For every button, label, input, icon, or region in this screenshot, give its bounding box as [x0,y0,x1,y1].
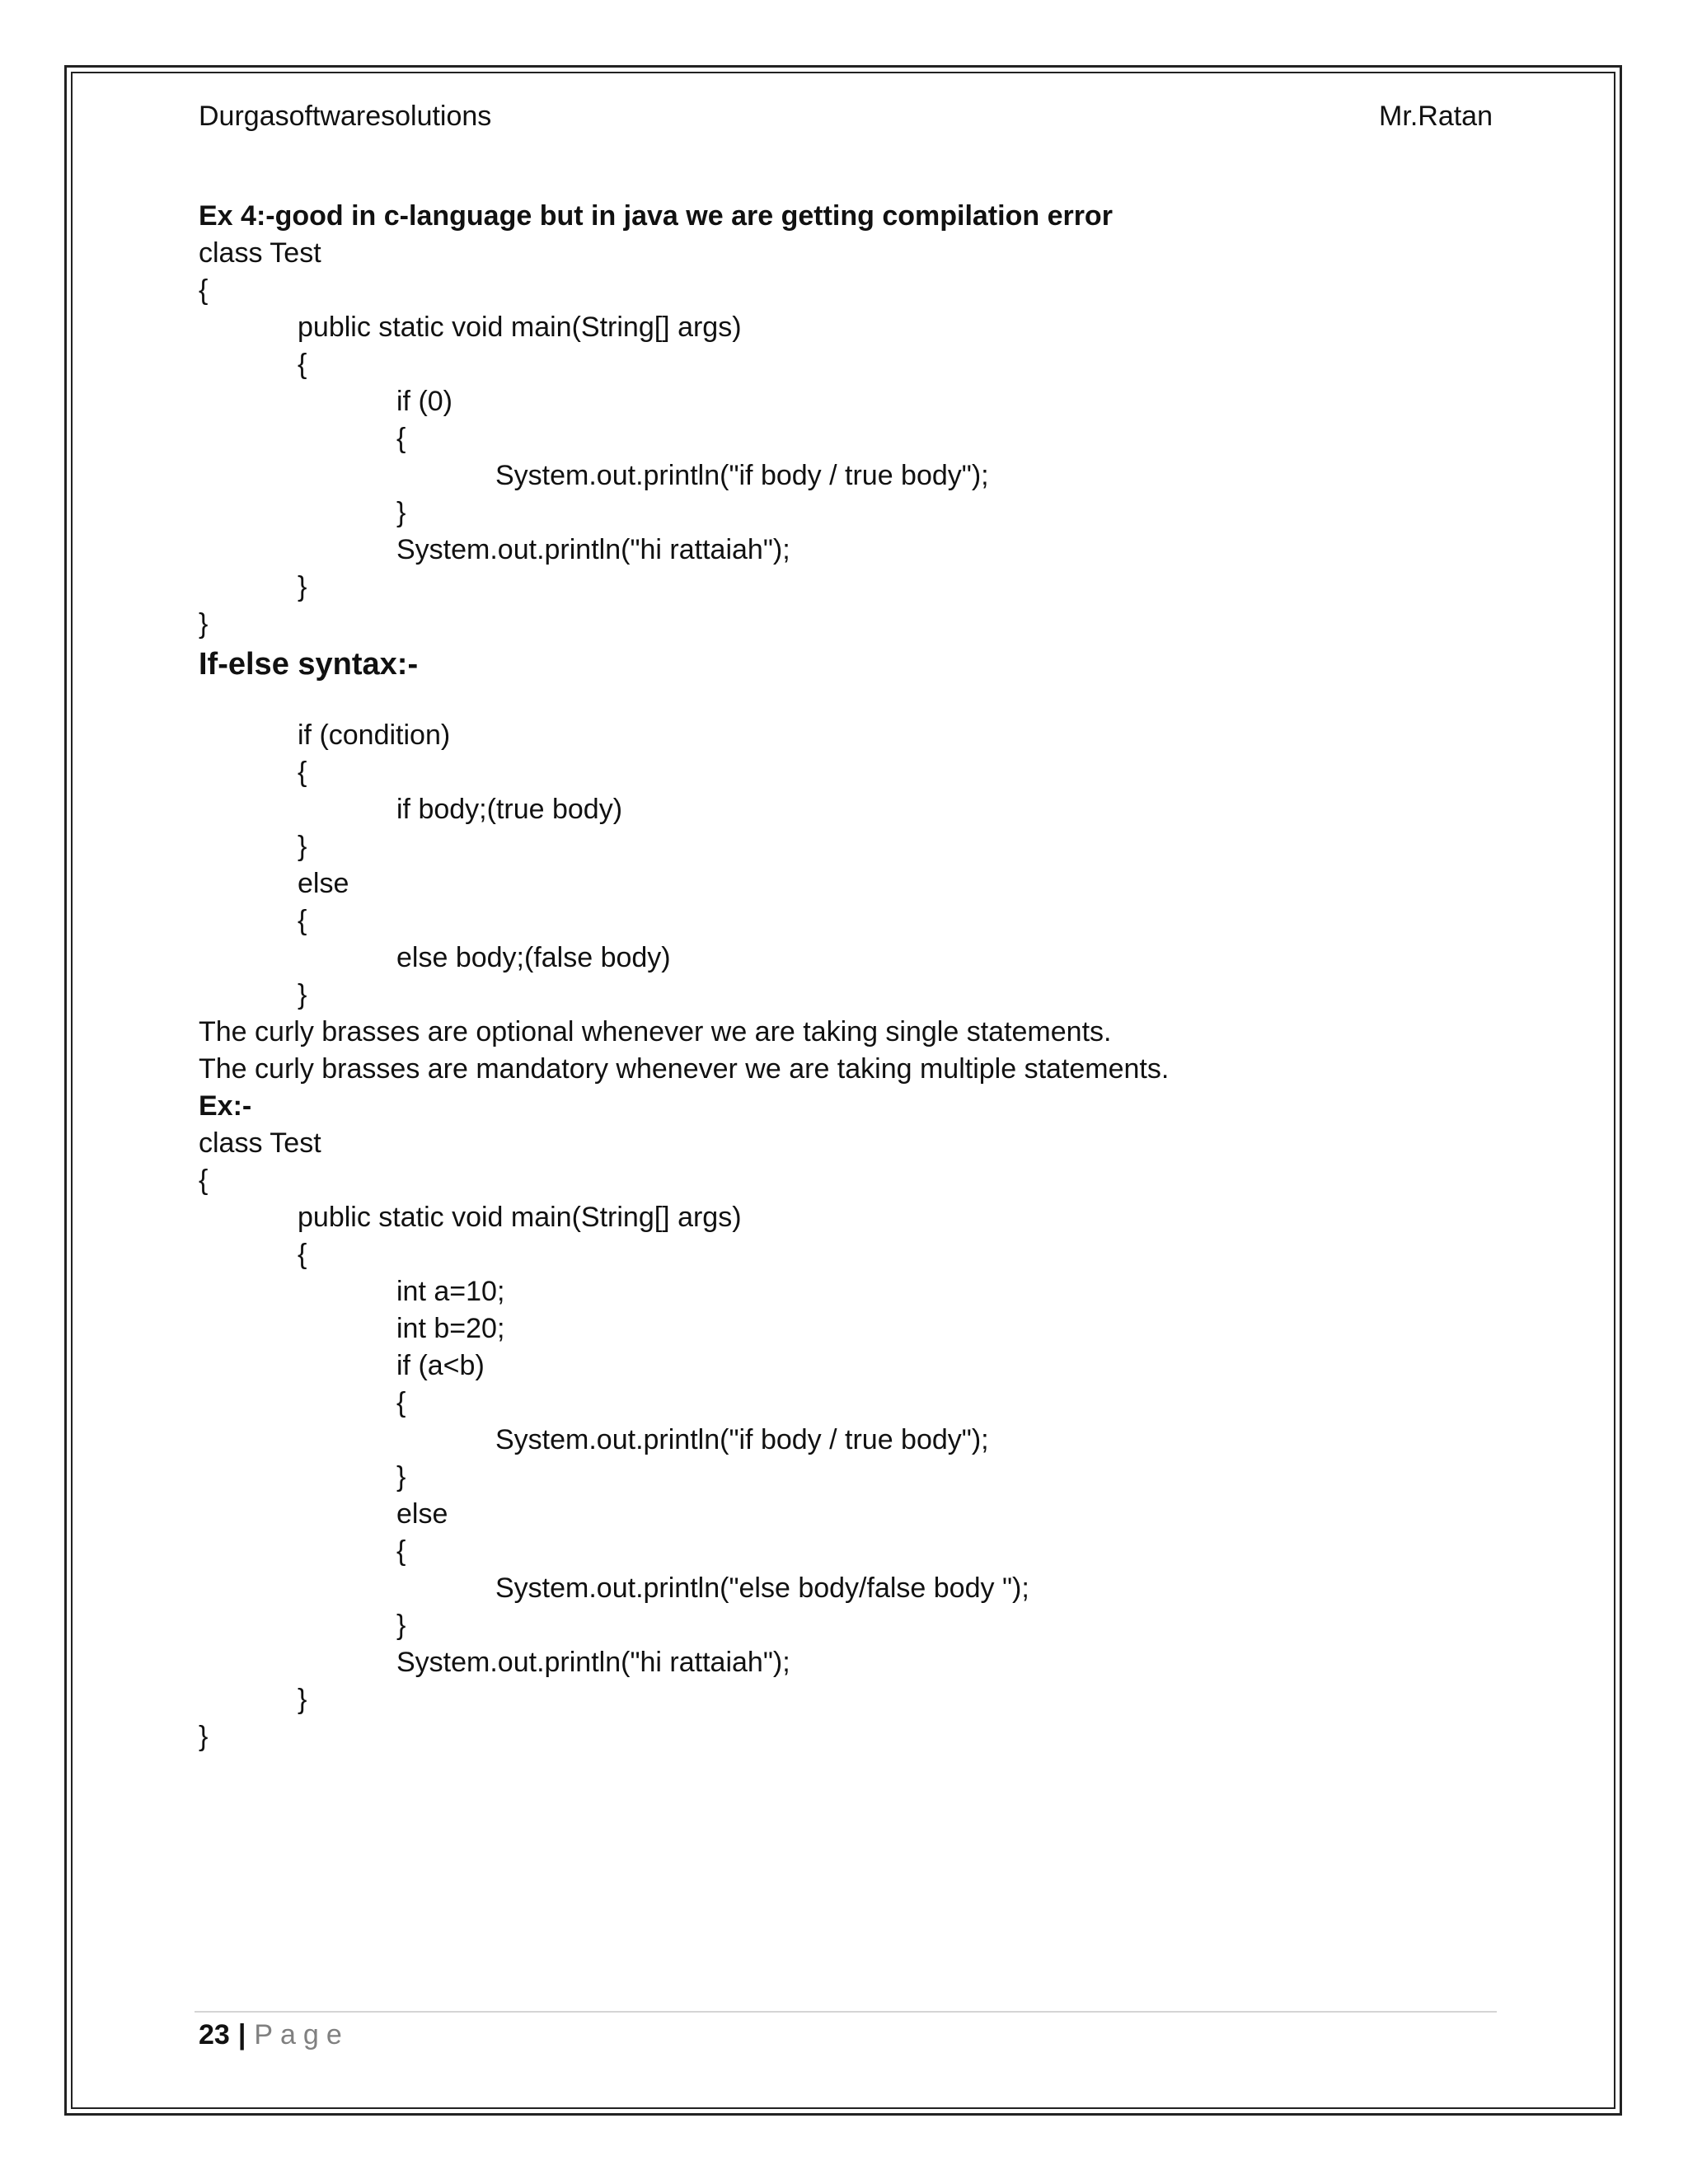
code-line: } [396,497,406,528]
code-line: { [298,757,307,788]
code-line: class Test [199,1127,321,1159]
code-line: public static void main(String[] args) [298,312,742,343]
code-line: System.out.println("if body / true body"); [495,1424,989,1455]
code-line: if body;(true body) [396,794,623,825]
code-line: } [298,571,307,602]
code-line: System.out.println("hi rattaiah"); [396,1647,790,1678]
code-line: int a=10; [396,1276,505,1307]
code-line: System.out.println("hi rattaiah"); [396,534,790,565]
note-text: The curly brasses are optional whenever we are taking single statements. [199,1016,1112,1047]
code-line: { [298,1239,307,1270]
code-line: { [396,1535,406,1567]
page-content [199,198,1493,1755]
page-header [199,101,1493,140]
code-line: else [298,868,349,899]
code-line: } [298,1684,307,1715]
footer-separator: | [237,2019,246,2050]
code-line: { [298,349,307,380]
page-label: Page [254,2019,349,2050]
code-line: class Test [199,237,321,269]
code-line: } [298,831,307,862]
page-footer [199,2016,349,2054]
code-line: } [396,1461,406,1493]
code-line: public static void main(String[] args) [298,1202,742,1233]
header-author: Mr.Ratan [1379,101,1493,132]
footer-divider [195,2011,1497,2013]
note-text: The curly brasses are mandatory whenever we are taking multiple statements. [199,1053,1170,1085]
code-line: System.out.println("else body/false body "); [495,1572,1029,1604]
code-line: { [199,274,209,306]
code-line: { [396,1387,406,1418]
code-line: if (a<b) [396,1350,485,1381]
page-number: 23 [199,2019,230,2050]
code-line: { [298,905,307,936]
code-line: if (condition) [298,719,451,751]
code-line: } [199,1721,209,1752]
example-label: Ex:- [199,1090,252,1122]
code-line: else [396,1498,448,1530]
code-line: } [199,608,209,640]
code-line: } [298,979,307,1010]
code-line: else body;(false body) [396,942,671,973]
code-line: if (0) [396,386,452,417]
code-line: System.out.println("if body / true body"); [495,460,989,491]
code-line: { [199,1165,209,1196]
header-company: Durgasoftwaresolutions [199,101,492,132]
code-line: } [396,1610,406,1641]
code-line: int b=20; [396,1313,505,1344]
spacer [199,686,1493,717]
example-title: Ex 4:-good in c-language but in java we are getting compilation error [199,200,1113,232]
code-line: { [396,423,406,454]
section-heading: If-else syntax:- [199,647,419,682]
